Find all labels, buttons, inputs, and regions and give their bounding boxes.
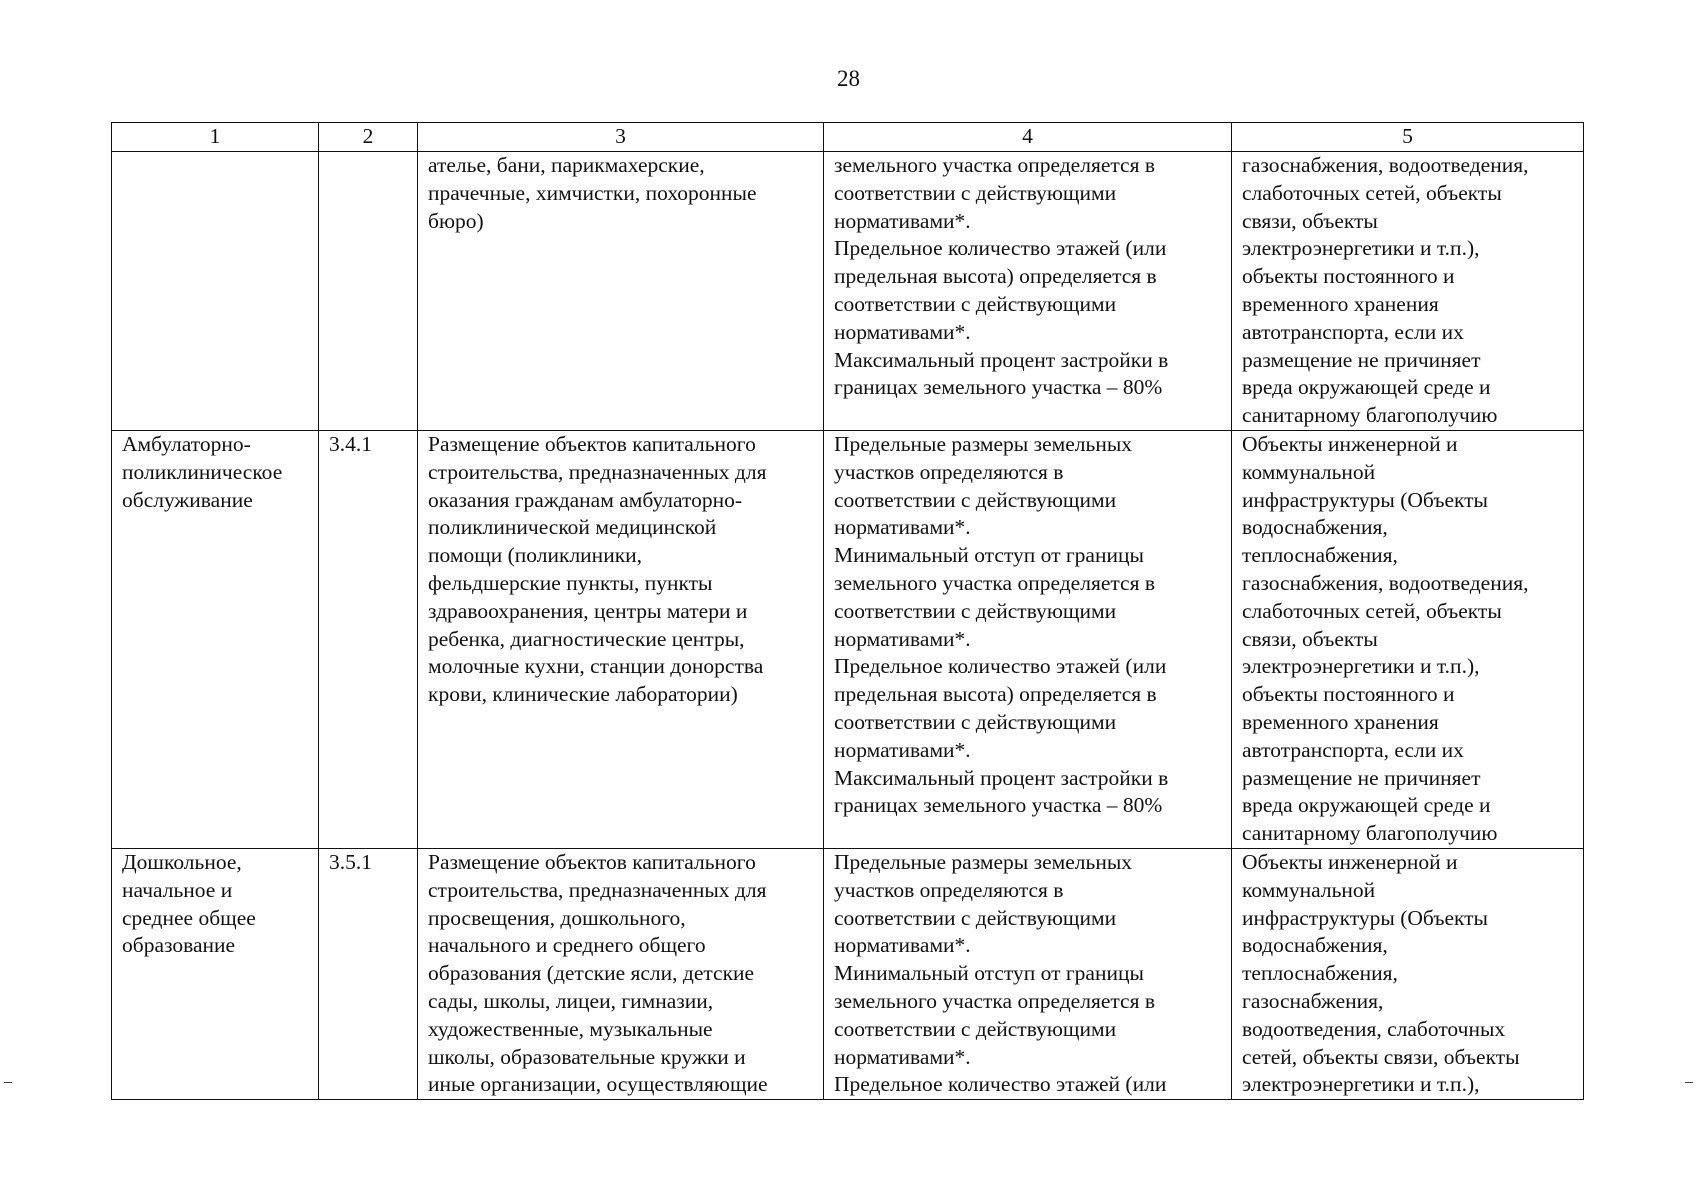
cell-text-line: слаботочных сетей, объекты bbox=[1242, 598, 1502, 623]
cell-text-line: санитарному благополучию bbox=[1242, 821, 1498, 846]
cell-text-line: сетей, объекты связи, объекты bbox=[1242, 1044, 1520, 1069]
row-auxiliary-cell bbox=[1232, 848, 1584, 1099]
cell-text-line: размещение не причиняет bbox=[1242, 347, 1481, 372]
right-margin-mark bbox=[1685, 1082, 1693, 1083]
cell-text-line: инфраструктуры (Объекты bbox=[1242, 487, 1489, 512]
cell-text-line: ребенка, диагностические центры, bbox=[428, 626, 745, 651]
cell-text-line: Дошкольное, bbox=[122, 849, 242, 874]
cell-text-line: земельного участка определяется в bbox=[834, 570, 1155, 595]
cell-text-line: Минимальный отступ от границы bbox=[834, 543, 1144, 568]
cell-text-line: строительства, предназначенных для bbox=[428, 877, 767, 902]
cell-text-line: коммунальной bbox=[1242, 459, 1376, 484]
cell-text-line: земельного участка определяется в bbox=[834, 988, 1155, 1013]
cell-text-line: просвещения, дошкольного, bbox=[428, 905, 686, 930]
header-row bbox=[112, 123, 1584, 152]
cell-text-line: объекты постоянного и bbox=[1242, 682, 1455, 707]
cell-text: 3.5.1 bbox=[329, 849, 372, 874]
table-header bbox=[112, 123, 1584, 152]
row-name-cell bbox=[112, 152, 319, 431]
cell-text-line: газоснабжения, водоотведения, bbox=[1242, 153, 1529, 177]
row-name-cell bbox=[112, 848, 319, 1099]
cell-text-line: поликлиническое bbox=[122, 459, 283, 484]
table-row bbox=[112, 152, 1584, 431]
cell-text-line: нормативами*. bbox=[834, 1044, 971, 1069]
cell-text-line: Объекты инженерной и bbox=[1242, 431, 1458, 456]
cell-text-line: санитарному благополучию bbox=[1242, 403, 1498, 428]
page-number: 28 bbox=[837, 66, 860, 91]
table-row bbox=[112, 430, 1584, 848]
cell-text-line: размещение не причиняет bbox=[1242, 765, 1481, 790]
cell-text-line: земельного участка определяется в bbox=[834, 153, 1155, 177]
cell-text-line: теплоснабжения, bbox=[1242, 543, 1398, 568]
row-auxiliary-cell bbox=[1232, 152, 1584, 431]
cell-text-line: водоотведения, слаботочных bbox=[1242, 1016, 1506, 1041]
column-header-5: 5 bbox=[1232, 123, 1584, 152]
cell-text-line: Объекты инженерной и bbox=[1242, 849, 1458, 874]
cell-text-line: иные организации, осуществляющие bbox=[428, 1072, 768, 1097]
cell-text-line: Максимальный процент застройки в bbox=[834, 765, 1169, 790]
row-description-cell bbox=[418, 430, 824, 848]
cell-text-line: соответствии с действующими bbox=[834, 709, 1117, 734]
cell-text-line: художественные, музыкальные bbox=[428, 1016, 713, 1041]
cell-text-line: соответствии с действующими bbox=[834, 905, 1117, 930]
cell-text-line: Минимальный отступ от границы bbox=[834, 961, 1144, 986]
cell-text-line: временного хранения bbox=[1242, 291, 1439, 316]
row-description-cell bbox=[418, 848, 824, 1099]
cell-text-line: строительства, предназначенных для bbox=[428, 459, 767, 484]
cell-text-line: объекты постоянного и bbox=[1242, 264, 1455, 289]
row-parameters-cell bbox=[824, 430, 1232, 848]
cell-text-line: соответствии с действующими bbox=[834, 1016, 1117, 1041]
cell-text-line: соответствии с действующими bbox=[834, 291, 1117, 316]
column-header-3: 3 bbox=[418, 123, 824, 152]
cell-text-line: электроэнергетики и т.п.), bbox=[1242, 236, 1480, 261]
row-description-cell bbox=[418, 152, 824, 431]
cell-text-line: Размещение объектов капитального bbox=[428, 849, 756, 874]
cell-text-line: нормативами*. bbox=[834, 626, 971, 651]
cell-text-line: Предельное количество этажей (или bbox=[834, 654, 1167, 679]
cell-text-line: Амбулаторно- bbox=[122, 431, 251, 456]
left-margin-mark bbox=[4, 1082, 12, 1083]
cell-text-line: автотранспорта, если их bbox=[1242, 737, 1464, 762]
cell-text-line: предельная высота) определяется в bbox=[834, 682, 1157, 707]
cell-text-line: границах земельного участка – 80% bbox=[834, 375, 1163, 400]
cell-text-line: поликлинической медицинской bbox=[428, 515, 717, 540]
cell-text-line: Предельное количество этажей (или bbox=[834, 236, 1167, 261]
cell-text-line: водоснабжения, bbox=[1242, 515, 1388, 540]
cell-text-line: оказания гражданам амбулаторно- bbox=[428, 487, 743, 512]
cell-text-line: электроэнергетики и т.п.), bbox=[1242, 1072, 1480, 1097]
cell-text-line: Максимальный процент застройки в bbox=[834, 347, 1169, 372]
cell-text-line: Размещение объектов капитального bbox=[428, 431, 756, 456]
land-use-table bbox=[111, 122, 1584, 1100]
cell-text-line: границах земельного участка – 80% bbox=[834, 793, 1163, 818]
cell-text: 3.4.1 bbox=[329, 431, 372, 456]
cell-text-line: помощи (поликлиники, bbox=[428, 543, 643, 568]
cell-text-line: Предельное количество этажей (или bbox=[834, 1072, 1167, 1097]
cell-text-line: образования (детские ясли, детские bbox=[428, 961, 755, 986]
cell-text-line: соответствии с действующими bbox=[834, 487, 1117, 512]
cell-text-line: Предельные размеры земельных bbox=[834, 431, 1133, 456]
row-parameters-cell bbox=[824, 152, 1232, 431]
cell-text-line: связи, объекты bbox=[1242, 208, 1378, 233]
cell-text-line: школы, образовательные кружки и bbox=[428, 1044, 746, 1069]
cell-text-line: газоснабжения, bbox=[1242, 988, 1384, 1013]
row-name-cell bbox=[112, 430, 319, 848]
cell-text-line: нормативами*. bbox=[834, 319, 971, 344]
cell-text-line: газоснабжения, водоотведения, bbox=[1242, 570, 1529, 595]
cell-text-line: начального и среднего общего bbox=[428, 933, 706, 958]
cell-text-line: автотранспорта, если их bbox=[1242, 319, 1464, 344]
row-code-cell bbox=[319, 848, 418, 1099]
row-parameters-cell bbox=[824, 848, 1232, 1099]
cell-text-line: коммунальной bbox=[1242, 877, 1376, 902]
cell-text-line: крови, клинические лаборатории) bbox=[428, 682, 738, 707]
table-row bbox=[112, 848, 1584, 1099]
cell-text-line: участков определяются в bbox=[834, 877, 1064, 902]
cell-text-line: участков определяются в bbox=[834, 459, 1064, 484]
cell-text-line: временного хранения bbox=[1242, 709, 1439, 734]
cell-text-line: инфраструктуры (Объекты bbox=[1242, 905, 1489, 930]
row-code-cell bbox=[319, 152, 418, 431]
cell-text-line: нормативами*. bbox=[834, 515, 971, 540]
cell-text-line: сады, школы, лицеи, гимназии, bbox=[428, 988, 714, 1013]
cell-text-line: обслуживание bbox=[122, 487, 253, 512]
cell-text-line: ателье, бани, парикмахерские, bbox=[428, 153, 705, 177]
cell-text-line: молочные кухни, станции донорства bbox=[428, 654, 764, 679]
cell-text-line: теплоснабжения, bbox=[1242, 961, 1398, 986]
cell-text-line: нормативами*. bbox=[834, 208, 971, 233]
cell-text-line: начальное и bbox=[122, 877, 233, 902]
cell-text-line: соответствии с действующими bbox=[834, 180, 1117, 205]
cell-text-line: образование bbox=[122, 933, 236, 958]
cell-text-line: вреда окружающей среде и bbox=[1242, 375, 1491, 400]
cell-text-line: Предельные размеры земельных bbox=[834, 849, 1133, 874]
cell-text-line: водоснабжения, bbox=[1242, 933, 1388, 958]
cell-text-line: электроэнергетики и т.п.), bbox=[1242, 654, 1480, 679]
cell-text-line: здравоохранения, центры матери и bbox=[428, 598, 748, 623]
cell-text-line: связи, объекты bbox=[1242, 626, 1378, 651]
column-header-2: 2 bbox=[319, 123, 418, 152]
cell-text-line: прачечные, химчистки, похоронные bbox=[428, 180, 757, 205]
cell-text-line: нормативами*. bbox=[834, 737, 971, 762]
cell-text-line: предельная высота) определяется в bbox=[834, 264, 1157, 289]
cell-text-line: фельдшерские пункты, пункты bbox=[428, 570, 713, 595]
cell-text-line: бюро) bbox=[428, 208, 484, 233]
row-auxiliary-cell bbox=[1232, 430, 1584, 848]
row-code-cell bbox=[319, 430, 418, 848]
cell-text-line: соответствии с действующими bbox=[834, 598, 1117, 623]
cell-text-line: вреда окружающей среде и bbox=[1242, 793, 1491, 818]
column-header-4: 4 bbox=[824, 123, 1232, 152]
column-header-1: 1 bbox=[112, 123, 319, 152]
table-body bbox=[112, 152, 1584, 1100]
cell-text-line: нормативами*. bbox=[834, 933, 971, 958]
cell-text-line: слаботочных сетей, объекты bbox=[1242, 180, 1502, 205]
cell-text-line: среднее общее bbox=[122, 905, 256, 930]
